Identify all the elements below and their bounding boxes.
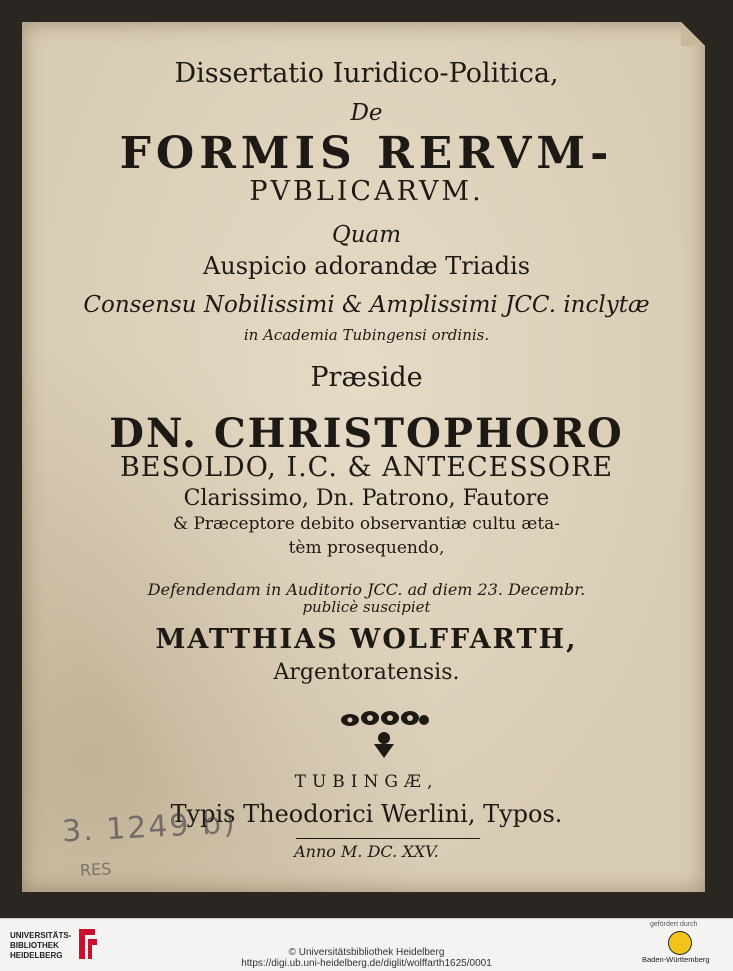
funder-name: Baden-Württemberg [642, 955, 710, 964]
res-stamp: RES [79, 859, 112, 880]
dissertation-heading: Dissertatio Iuridico-Politica, [174, 58, 559, 89]
suscipiet-line: publicè suscipiet [302, 598, 431, 616]
respondent-origin: Argentoratensis. [273, 660, 460, 685]
praeses-name: DN. CHRISTOPHORO [109, 410, 624, 457]
praeside-line: Præside [310, 362, 423, 393]
dedication-line2: tèm prosequendo, [288, 538, 445, 558]
handwritten-shelfmark: 3. 1249 b) [61, 805, 238, 850]
imprint-rule [296, 838, 480, 839]
auspicio-line: Auspicio adorandæ Triadis [202, 252, 531, 280]
praeses-epithets: Clarissimo, Dn. Patrono, Fautore [183, 486, 550, 511]
imprint-printer: Typis Theodorici Werlini, Typos. [170, 800, 563, 828]
consensu-line: Consensu Nobilissimi & Amplissimi JCC. inclytæ [83, 292, 650, 318]
quam-line: Quam [331, 222, 402, 248]
main-title-line2: PVBLICARVM. [249, 176, 484, 207]
page-corner-fold [681, 22, 705, 46]
imprint-year: Anno M. DC. XXV. [294, 842, 439, 861]
praeses-title: BESOLDO, I.C. & ANTECESSORE [119, 452, 614, 483]
permalink-url[interactable]: https://digi.ub.uni-heidelberg.de/diglit/wolffarth1625/0001 [241, 958, 492, 969]
baden-wuerttemberg-crest-icon[interactable] [668, 931, 692, 955]
preposition-de: De [350, 100, 383, 126]
main-title-line1: FORMIS RERVM- [119, 128, 614, 179]
funded-by-label: gefördert durch [650, 921, 698, 928]
printer-ornament [338, 708, 430, 760]
copyright-notice: © Universitätsbibliothek Heidelberg [288, 947, 445, 958]
library-name[interactable]: UNIVERSITÄTS- BIBLIOTHEK HEIDELBERG [10, 931, 72, 960]
dedication-line1: & Præceptore debito observantiæ cultu æta- [172, 514, 561, 534]
defense-line: Defendendam in Auditorio JCC. ad diem 23. Decembr. [147, 580, 586, 599]
imprint-place: TUBINGÆ, [294, 772, 439, 792]
respondent-name: MATTHIAS WOLFFARTH, [155, 624, 578, 655]
academia-line: in Academia Tubingensi ordinis. [243, 326, 490, 344]
